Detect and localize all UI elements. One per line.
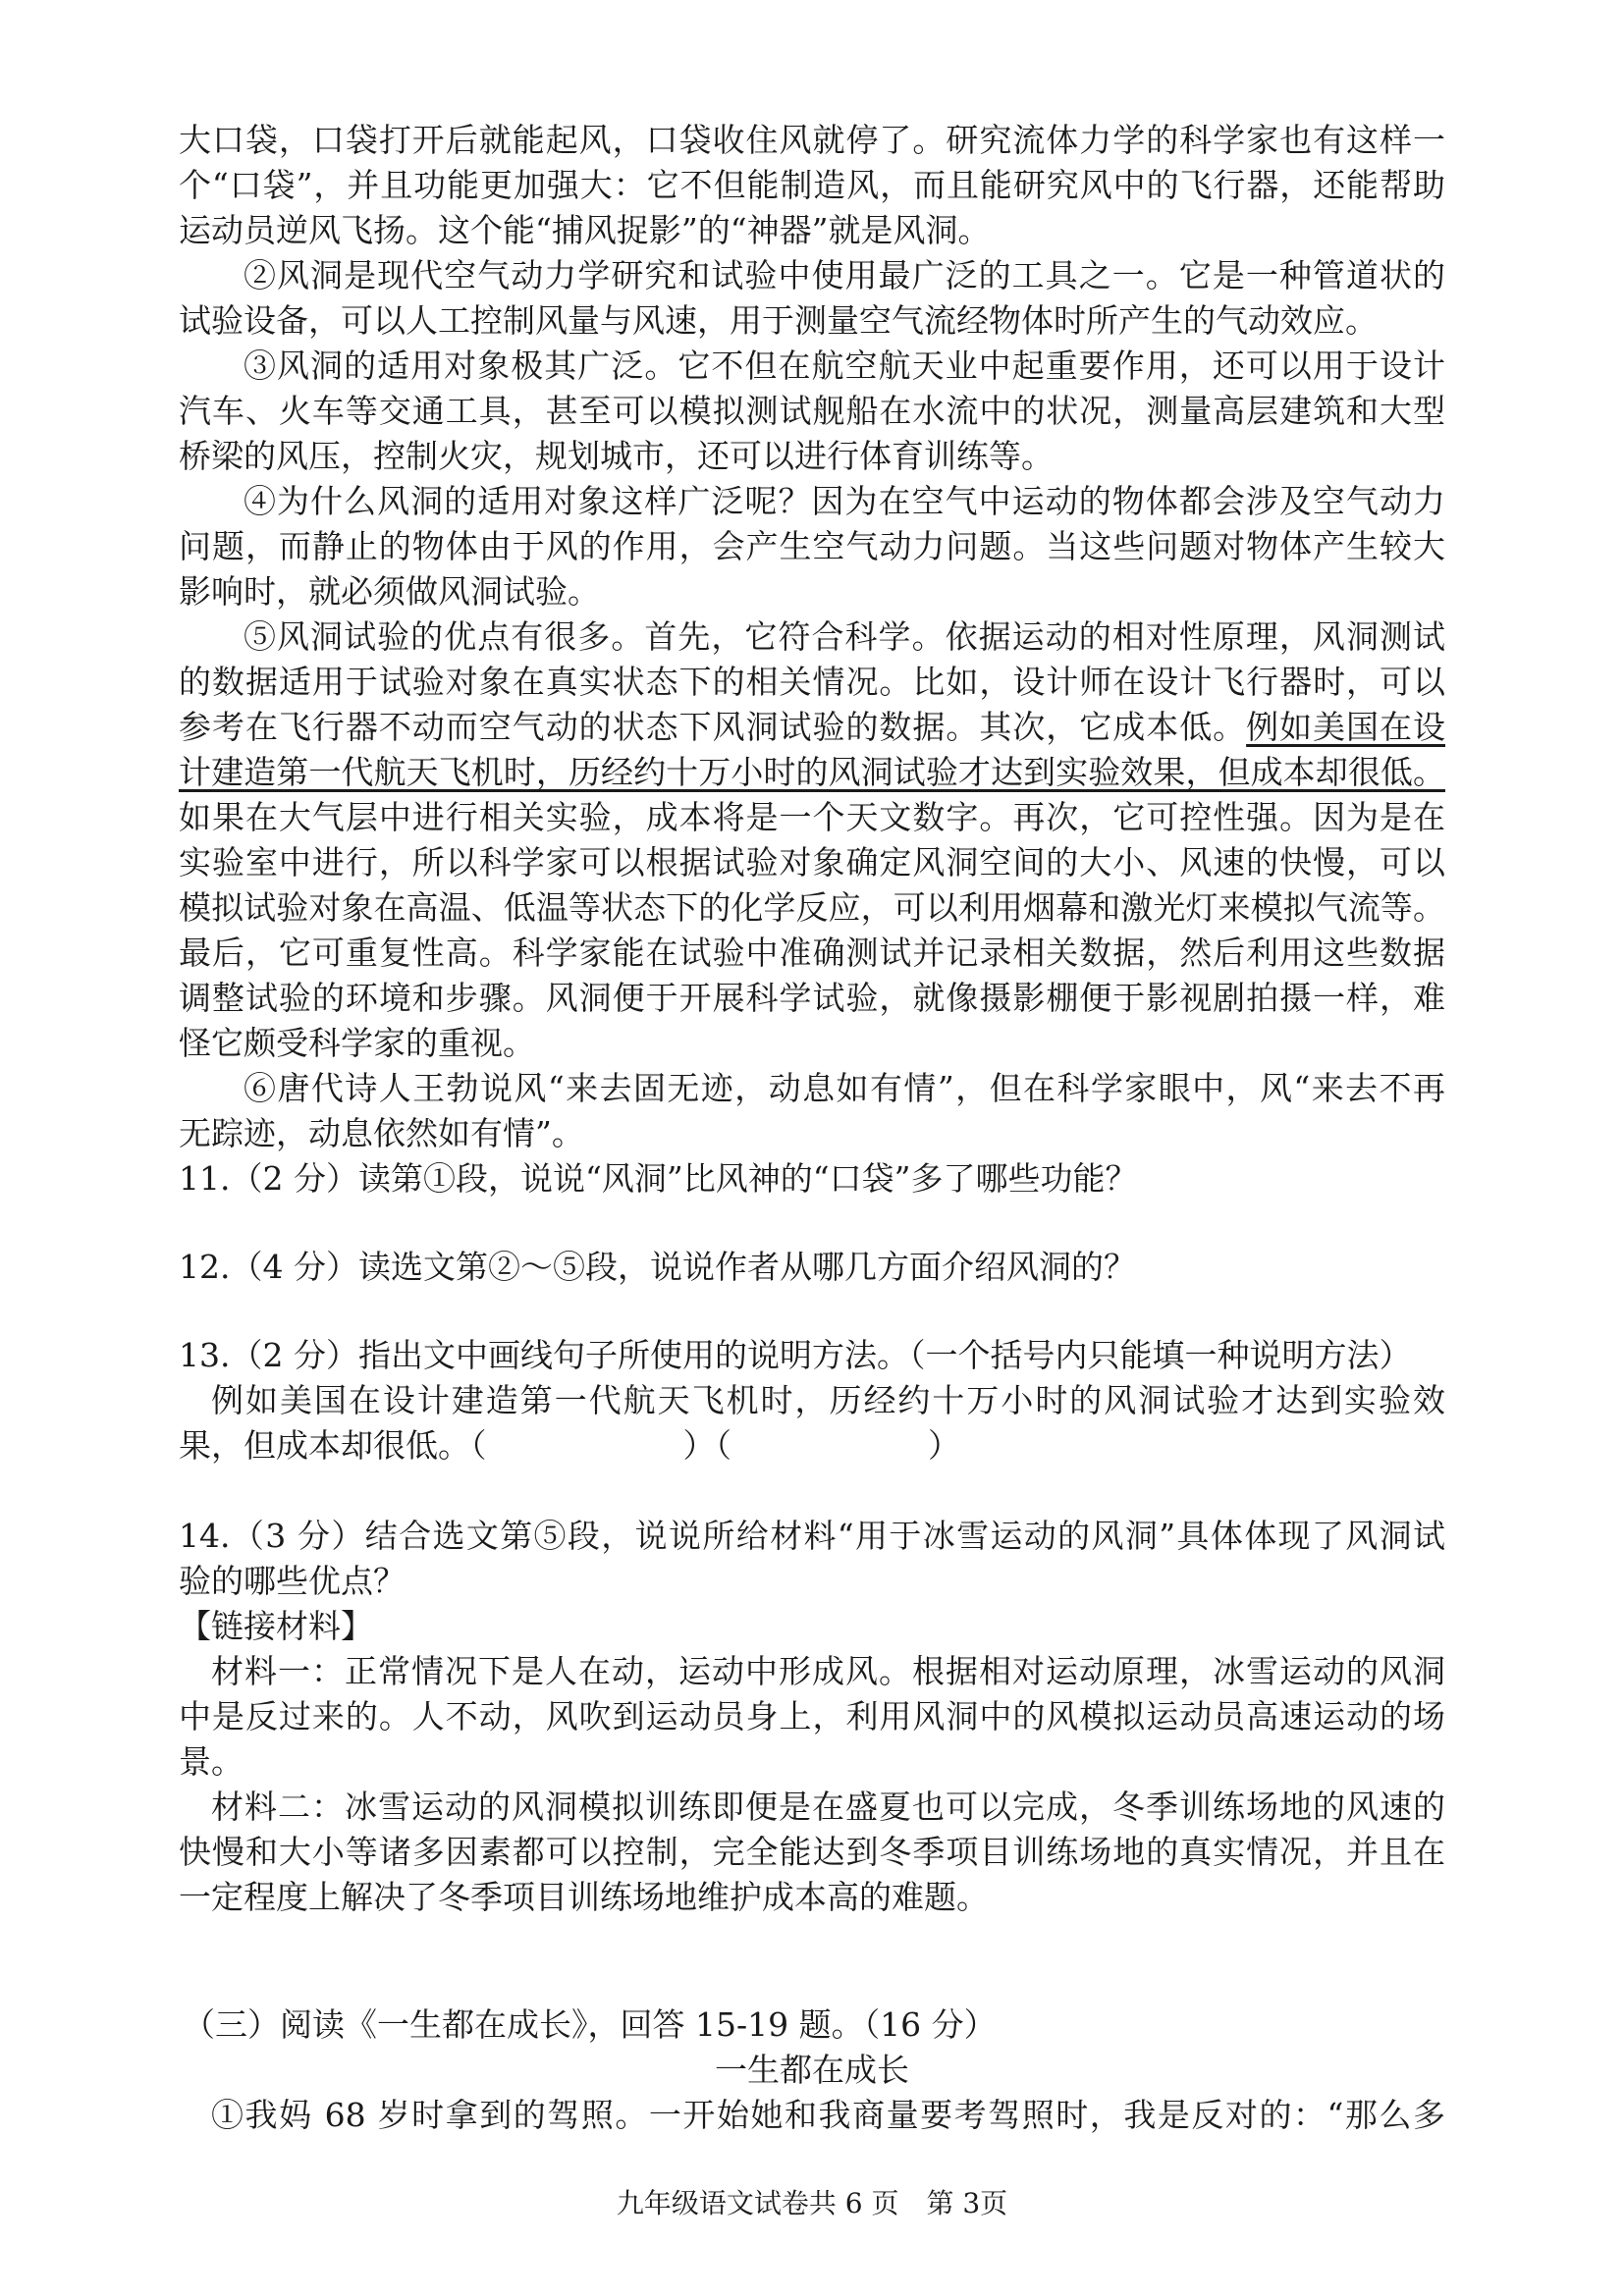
p5-line-3-plain: 参考在飞行器不动而空气动的状态下风洞试验的数据。其次，它成本低。: [179, 708, 1247, 746]
question-14-line-2: 验的哪些优点？: [179, 1562, 406, 1600]
question-12: 12.（4 分）读选文第②～⑤段，说说作者从哪几方面介绍风洞的？: [179, 1248, 1136, 1286]
p1-line-1: 大口袋，口袋打开后就能起风，口袋收住风就停了。研究流体力学的科学家也有这样一: [179, 121, 1445, 159]
p2-line-2: 试验设备，可以人工控制风量与风速，用于测量空气流经物体时所产生的气动效应。: [179, 301, 1378, 340]
p5-line-10: 怪它颇受科学家的重视。: [179, 1024, 535, 1062]
question-13: 13.（2 分）指出文中画线句子所使用的说明方法。（一个括号内只能填一种说明方法）: [179, 1336, 1412, 1374]
p6-line-1: ⑥唐代诗人王勃说风“来去固无迹，动息如有情”，但在科学家眼中，风“来去不再: [244, 1069, 1445, 1107]
p1-line-2: 个“口袋”，并且功能更加强大：它不但能制造风，而且能研究风中的飞行器，还能帮助: [179, 166, 1445, 204]
section-3-p1-line-1: ①我妈 68 岁时拿到的驾照。一开始她和我商量要考驾照时，我是反对的：“那么多: [211, 2096, 1445, 2134]
q13-quote-end: 果，但成本却很低。（: [179, 1426, 487, 1465]
p4-line-1: ④为什么风洞的适用对象这样广泛呢？因为在空气中运动的物体都会涉及空气动力: [244, 482, 1445, 520]
p5-line-4: [179, 750, 1445, 795]
page-footer: 九年级语文试卷共 6 页 第 3页: [616, 2187, 1008, 2219]
material-2-line-3: 一定程度上解决了冬季项目训练场地维护成本高的难题。: [179, 1878, 989, 1916]
question-11: 11.（2 分）读第①段，说说“风洞”比风神的“口袋”多了哪些功能？: [179, 1159, 1138, 1198]
material-1-line-3: 景。: [179, 1742, 244, 1781]
material-1-line-1: 材料一：正常情况下是人在动，运动中形成风。根据相对运动原理，冰雪运动的风洞: [211, 1652, 1445, 1690]
p5-line-3: [179, 705, 1445, 750]
p4-line-3: 影响时，就必须做风洞试验。: [179, 572, 600, 611]
p3-line-1: ③风洞的适用对象极其广泛。它不但在航空航天业中起重要作用，还可以用于设计: [244, 347, 1445, 385]
underlined-sentence-start: 例如美国在设: [1246, 708, 1445, 746]
q13-paren-mid: ）（: [682, 1426, 731, 1465]
p5-line-5: 如果在大气层中进行相关实验，成本将是一个天文数字。再次，它可控性强。因为是在: [179, 798, 1445, 836]
section-3-heading: （三）阅读《一生都在成长》，回答 15-19 题。（16 分）: [183, 2005, 997, 2044]
p5-line-1: ⑤风洞试验的优点有很多。首先，它符合科学。依据运动的相对性原理，风洞测试: [244, 617, 1445, 656]
p5-line-7: 模拟试验对象在高温、低温等状态下的化学反应，可以利用烟幕和激光灯来模拟气流等。: [179, 888, 1445, 927]
p3-line-3: 桥梁的风压，控制火灾，规划城市，还可以进行体育训练等。: [179, 437, 1054, 475]
link-material-title: 【链接材料】: [179, 1607, 373, 1645]
p5-line-6: 实验室中进行，所以科学家可以根据试验对象确定风洞空间的大小、风速的快慢，可以: [179, 843, 1445, 881]
p4-line-2: 问题，而静止的物体由于风的作用，会产生空气动力问题。当这些问题对物体产生较大: [179, 527, 1445, 565]
material-1-line-2: 中是反过来的。人不动，风吹到运动员身上，利用风洞中的风模拟运动员高速运动的场: [179, 1697, 1445, 1735]
p3-line-2: 汽车、火车等交通工具，甚至可以模拟测试舰船在水流中的状况，测量高层建筑和大型: [179, 392, 1445, 430]
p5-line-8: 最后，它可重复性高。科学家能在试验中准确测试并记录相关数据，然后利用这些数据: [179, 934, 1445, 972]
question-13-quote-line-1: 例如美国在设计建造第一代航天飞机时，历经约十万小时的风洞试验才达到实验效: [211, 1381, 1445, 1419]
section-3-article-title: 一生都在成长: [715, 2051, 909, 2089]
p5-line-9: 调整试验的环境和步骤。风洞便于开展科学试验，就像摄影棚便于影视剧拍摄一样，难: [179, 979, 1445, 1017]
q13-paren-close: ）: [928, 1426, 960, 1465]
p2-line-1: ②风洞是现代空气动力学研究和试验中使用最广泛的工具之一。它是一种管道状的: [244, 256, 1445, 294]
material-2-line-2: 快慢和大小等诸多因素都可以控制，完全能达到冬季项目训练场地的真实情况，并且在: [179, 1833, 1445, 1871]
question-14-line-1: 14.（3 分）结合选文第⑤段，说说所给材料“用于冰雪运动的风洞”具体体现了风洞试: [179, 1517, 1445, 1555]
material-2-line-1: 材料二：冰雪运动的风洞模拟训练即便是在盛夏也可以完成，冬季训练场地的风速的: [211, 1788, 1445, 1826]
p5-line-2: 的数据适用于试验对象在真实状态下的相关情况。比如，设计师在设计飞行器时，可以: [179, 663, 1445, 701]
question-13-quote-line-2: [179, 1423, 1445, 1468]
underlined-sentence-end: 计建造第一代航天飞机时，历经约十万小时的风洞试验才达到实验效果，但成本却很低。: [179, 753, 1445, 791]
p1-line-3: 运动员逆风飞扬。这个能“捕风捉影”的“神器”就是风洞。: [179, 211, 991, 249]
p6-line-2: 无踪迹，动息依然如有情”。: [179, 1114, 584, 1152]
